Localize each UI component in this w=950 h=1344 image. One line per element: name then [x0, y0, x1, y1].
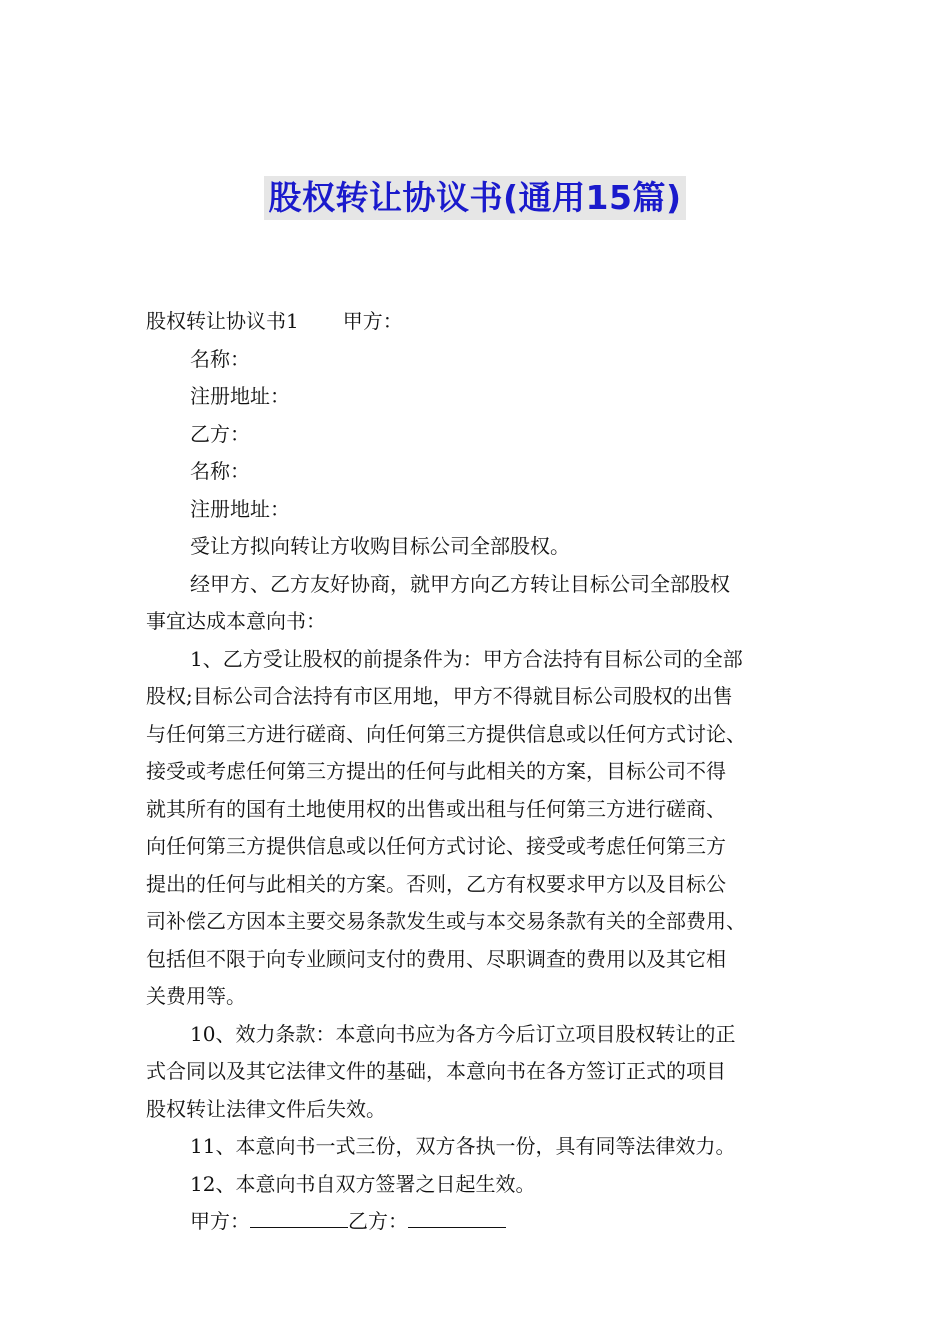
clause-1-line: 接受或考虑任何第三方提出的任何与此相关的方案，目标公司不得 [146, 759, 726, 783]
paragraph-line: 受让方拟向转让方收购目标公司全部股权。 [190, 534, 570, 558]
signature-line [146, 1203, 814, 1241]
clause-1-line: 1、乙方受让股权的前提条件为：甲方合法持有目标公司的全部 [190, 646, 743, 671]
party-b-line: 乙方： [190, 421, 250, 446]
clause-10-line: 10、效力条款：本意向书应为各方今后订立项目股权转让的正 [190, 1021, 736, 1046]
clause-1-line: 提出的任何与此相关的方案。否则，乙方有权要求甲方以及目标公 [146, 871, 726, 896]
clause-1-line: 向任何第三方提供信息或以任何方式讨论、接受或考虑任何第三方 [146, 834, 726, 858]
name-line-a: 名称： [190, 346, 250, 371]
document-title: 股权转让协议书(通用15篇) [264, 176, 685, 220]
clause-1-line: 包括但不限于向专业顾问支付的费用、尽职调查的费用以及其它相 [146, 946, 726, 971]
document-body [146, 303, 814, 1241]
title-wrap [0, 176, 950, 220]
party-a-label: 甲方： [342, 309, 403, 333]
party-a-signature-blank [250, 1205, 348, 1228]
address-line-a: 注册地址： [190, 384, 290, 408]
clause-1-line: 股权;目标公司合法持有市区用地，甲方不得就目标公司股权的出售 [146, 684, 733, 708]
name-line-b: 名称： [190, 459, 250, 483]
paragraph-line: 经甲方、乙方友好协商，就甲方向乙方转让目标公司全部股权 [190, 571, 730, 596]
address-line-b: 注册地址： [190, 496, 290, 521]
paragraph-line: 事宜达成本意向书： [146, 609, 326, 633]
sign-party-b-label: 乙方： [348, 1209, 408, 1233]
clause-10-line: 股权转让法律文件后失效。 [146, 1096, 386, 1121]
sign-party-a-label: 甲方： [190, 1209, 250, 1233]
heading-line [146, 303, 814, 341]
clause-1-line: 关费用等。 [146, 984, 246, 1008]
clause-1-line: 就其所有的国有土地使用权的出售或出租与任何第三方进行磋商、 [146, 796, 726, 821]
party-b-signature-blank [408, 1205, 506, 1228]
clause-1-line: 司补偿乙方因本主要交易条款发生或与本交易条款有关的全部费用、 [146, 909, 746, 933]
clause-1-line: 与任何第三方进行磋商、向任何第三方提供信息或以任何方式讨论、 [146, 721, 746, 746]
clause-10-line: 式合同以及其它法律文件的基础，本意向书在各方签订正式的项目 [146, 1059, 726, 1083]
agreement-heading: 股权转让协议书1 [146, 309, 299, 333]
clause-12-line: 12、本意向书自双方签署之日起生效。 [190, 1171, 536, 1196]
clause-11-line: 11、本意向书一式三份，双方各执一份，具有同等法律效力。 [190, 1134, 736, 1158]
